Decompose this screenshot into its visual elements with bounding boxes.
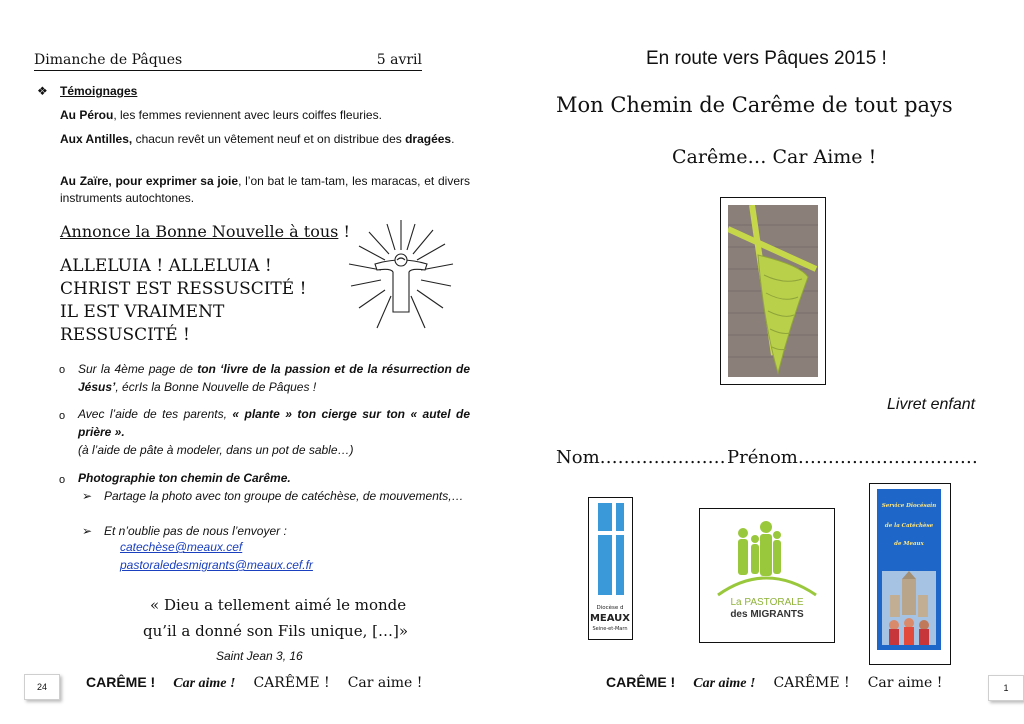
antilles-label: Aux Antilles,	[60, 132, 133, 146]
alleluia-line: ALLELUIA ! ALLELUIA !	[60, 256, 272, 276]
service-line3: de Meaux	[894, 541, 924, 547]
header-title: Dimanche de Pâques	[34, 52, 183, 68]
palm-cross-photo	[720, 197, 826, 385]
antilles-bold: dragées	[405, 132, 452, 146]
alleluia-block	[60, 255, 340, 347]
service-line2: de la Catéchèse	[884, 523, 934, 529]
footer-left	[86, 674, 440, 692]
email-link-catechese[interactable]: catechèse@meaux.cef	[120, 540, 243, 554]
alleluia-line: RESSUSCITÉ !	[60, 325, 190, 345]
header-date: 5 avril	[376, 52, 422, 68]
quote-line-2: qu’il a donné son Fils unique, […]»	[143, 622, 409, 640]
antilles-paragraph	[60, 131, 470, 148]
zaire-label: Au Zaïre, pour exprimer sa joie	[60, 174, 239, 188]
pastorale-line2: des MIGRANTS	[730, 609, 804, 620]
perou-text: , les femmes reviennent avec leurs coiffes fleuries.	[113, 108, 382, 122]
footer-careme-hand: CARÊME !	[253, 675, 330, 691]
item1-c: , écrIs la Bonne Nouvelle de Pâques !	[115, 380, 317, 394]
item2-b: « plante » ton cierge sur ton « autel de prière ».	[78, 407, 470, 439]
footer-careme-bold: CARÊME !	[86, 674, 156, 690]
footer-caraime-italic: Car aime !	[693, 676, 756, 691]
page-number-right: 1	[988, 675, 1024, 701]
subtitle: Carême… Car Aime !	[672, 146, 877, 168]
nom-field: Nom…………………	[556, 447, 726, 468]
annonce-end: !	[338, 222, 350, 241]
quote-reference: Saint Jean 3, 16	[216, 649, 303, 663]
risen-christ-drawing	[345, 216, 457, 334]
brochure-cover	[877, 489, 941, 650]
circle-bullet-icon: o	[59, 474, 66, 486]
diocese-meaux-logo	[588, 497, 633, 640]
prenom-field: Prénom…………………………	[727, 447, 978, 468]
alleluia-line: CHRIST EST RESSUSCITÉ !	[60, 279, 307, 299]
activity-item-2	[78, 405, 470, 459]
route-title: En route vers Pâques 2015 !	[646, 48, 887, 69]
page-header	[34, 50, 422, 71]
perou-label: Au Pérou	[60, 108, 114, 122]
zaire-text: , l’on bat le tam-tam, les maracas, et divers instruments autochtones.	[60, 174, 471, 205]
alleluia-line: IL EST VRAIMENT	[60, 302, 225, 322]
antilles-text: chacun revêt un vêtement neuf et on distribue des	[132, 132, 406, 146]
circle-bullet-icon: o	[59, 410, 66, 422]
footer-right	[606, 674, 960, 692]
arrow-bullet-icon: ➢	[82, 524, 93, 538]
annonce-heading	[60, 222, 350, 241]
sub-item-1: Partage la photo avec ton groupe de catéchèse, de mouvements,…	[104, 489, 464, 503]
footer-caraime-italic: Car aime !	[173, 676, 236, 691]
sub-item-2: Et n’oublie pas de nous l’envoyer :	[104, 524, 287, 538]
pastorale-line1: La PASTORALE	[730, 597, 804, 608]
palm-cross-image	[728, 205, 818, 377]
footer-careme-hand: CARÊME !	[773, 675, 850, 691]
quote-line-1: « Dieu a tellement aimé le monde	[150, 596, 407, 614]
diocese-line1: Diocèse d	[596, 605, 624, 611]
zaire-paragraph	[60, 173, 470, 207]
service-line1: Service Diocésain	[881, 503, 937, 509]
temoignages-title: Témoignages	[60, 84, 138, 98]
diocese-line2: MEAUX	[589, 613, 631, 624]
perou-paragraph	[60, 107, 470, 124]
livret-label: Livret enfant	[887, 396, 976, 413]
diocese-line3: Seine-et-Marn	[592, 626, 628, 632]
antilles-end: .	[451, 132, 455, 146]
diamond-bullet-icon: ❖	[37, 84, 48, 98]
pastorale-migrants-logo	[699, 508, 835, 643]
main-title: Mon Chemin de Carême de tout pays	[556, 93, 953, 117]
cathedral-photo	[882, 571, 936, 645]
activity-item-1	[78, 360, 470, 396]
item2-a: Avec l’aide de tes parents,	[78, 407, 233, 421]
item1-a: Sur la 4ème page de	[78, 362, 198, 376]
migrants-family-icon	[700, 509, 834, 642]
arrow-bullet-icon: ➢	[82, 489, 93, 503]
footer-caraime-hand: Car aime !	[347, 675, 423, 691]
circle-bullet-icon: o	[59, 364, 66, 376]
footer-careme-bold: CARÊME !	[606, 674, 676, 690]
activity-item-3: Photographie ton chemin de Carême.	[78, 471, 291, 485]
annonce-text: Annonce la Bonne Nouvelle à tous	[60, 222, 339, 241]
page-number-left: 24	[24, 674, 60, 700]
diocese-cross-icon	[589, 498, 632, 639]
footer-caraime-hand: Car aime !	[867, 675, 943, 691]
service-catechese-brochure	[869, 483, 951, 665]
item2-c: (à l’aide de pâte à modeler, dans un pot de sable…)	[78, 443, 354, 457]
email-link-migrants[interactable]: pastoraledesmigrants@meaux.cef.fr	[120, 558, 313, 572]
item1-b: ton ‘livre de la passion et de la résurrection de Jésus’	[78, 362, 471, 394]
